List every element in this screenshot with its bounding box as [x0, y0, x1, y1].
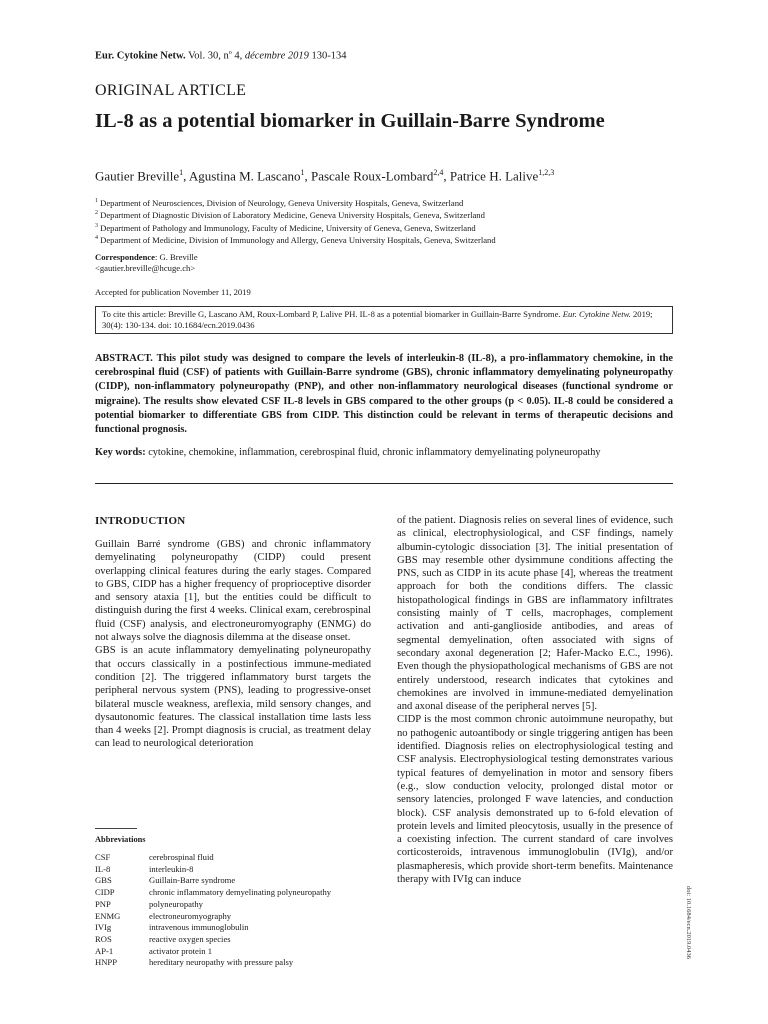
citation-doi[interactable]: 2019; 30(4): 130-134. doi: 10.1684/ecn.2019.0436 [102, 309, 653, 330]
correspondence [95, 252, 198, 274]
section-type: ORIGINAL ARTICLE [95, 82, 247, 99]
affiliation-number: 4 [95, 235, 98, 242]
journal-pages: 130-134 [308, 50, 347, 62]
abbreviation-term: HNPP [95, 957, 117, 968]
author-name: Patrice H. Lalive [449, 168, 539, 184]
affiliation-item [95, 196, 695, 208]
abbreviation-row [95, 887, 331, 899]
keywords-label: Key words: [95, 447, 146, 458]
abbreviation-term: AP-1 [95, 945, 114, 956]
citation-journal: Eur. Cytokine Netw. [562, 309, 631, 319]
vertical-doi: doi: 10.1684/ecn.2019.0436 [685, 886, 692, 959]
body-paragraph: of the patient. Diagnosis relies on several lines of evidence, such as clinical, electrophysiological, and CSF findings, namely albumin-cytologic dissociation [3]. The initial presentation of GBS may resemble other dysimmune conditions affecting the PNS, such as CIDP in its acute phase [4], whereas the treatment approach for both the conditions differs. The classic histopathological findings in GBS are inflammatory infiltrates consisting mainly of T cells, macrophages, complement activation and anti-ganglioside antibodies, and areas of segmental demyelination, often associated with signs of secondary axonal degeneration [2; Hafer-Macko E.C., 1996). Even though the physiopathological mechanisms of GBS are not entirely understood, research indicates that cytokines and chemokines are involved in immune-mediated demyelination and axonal disease of the peripheral nerves [5]. [397, 515, 673, 713]
abbreviation-row [95, 899, 331, 911]
affiliation-number: 3 [95, 222, 98, 229]
journal-name: Eur. Cytokine Netw. [95, 50, 186, 62]
keywords [95, 446, 673, 460]
abbreviation-definition: intravenous immunoglobulin [149, 922, 249, 933]
affiliation-text: Department of Neurosciences, Division of Neurology, Geneva University Hospitals, Geneva, Switzerland [100, 197, 464, 208]
abbreviation-term: IL-8 [95, 863, 111, 874]
affiliation-item [95, 221, 695, 233]
correspondence-name: : G. Breville [155, 252, 198, 262]
abbreviations-title: Abbreviations [95, 835, 146, 844]
abbreviations-list [95, 852, 331, 969]
correspondence-email[interactable]: <gautier.breville@hcuge.ch> [95, 263, 196, 273]
journal-issue-sup: o [228, 50, 232, 56]
abbreviation-definition: Guillain-Barre syndrome [149, 875, 236, 886]
article-title: IL-8 as a potential biomarker in Guillain-Barre Syndrome [95, 110, 605, 132]
abbreviation-term: PNP [95, 898, 111, 909]
abbreviation-term: ENMG [95, 910, 121, 921]
affiliation-item [95, 208, 695, 220]
body-paragraph: GBS is an acute inflammatory demyelinating polyneuropathy that occurs classically in a postinfectious immune-mediated condition [2]. The triggered inflammatory burst targets the peripheral nervous system (PNS), leading to progressive-onset bilateral muscle weakness, areflexia, mild sensory changes, and dysautonomic features. The classical installation time lasts less than 4 weeks [2]. Prompt diagnosis is crucial, as treatment delay can lead to neurological deterioration [95, 645, 371, 750]
footnote-divider [95, 828, 137, 829]
affiliation-text: Department of Diagnostic Division of Laboratory Medicine, Geneva University Hospitals, Geneva, Switzerland [100, 210, 485, 221]
introduction-heading: INTRODUCTION [95, 515, 186, 527]
abbreviation-term: CSF [95, 852, 111, 862]
abbreviation-definition: hereditary neuropathy with pressure palsy [149, 957, 294, 968]
citation-text: To cite this article: Breville G, Lascano AM, Roux-Lombard P, Lalive PH. IL-8 as a potential biomarker in Guillain-Barre Syndrome. [102, 309, 563, 319]
journal-issue: 4, [231, 50, 245, 62]
body-paragraph: CIDP is the most common chronic autoimmune neuropathy, but no pathogenic autoantibody or single triggering antigen has been identified. Diagnosis relies on electrophysiological testing and CSF analysis. Electrophysiological testing demonstrates various typical features of demyelination in motor and sensory fibers (e.g., slow conduction velocity, prolonged distal motor or sensory latencies, prolonged F wave latencies, and conduction block). CSF analysis demonstrated up to 6-fold elevation of protein levels and limited pleocytosis, usually in the presence of a coexisting infection. The current standard of care involves corticosteroids, intravenous immunoglobulin (IVIg), and/or plasmapheresis, which provide short-term benefits. Maintenance therapy with IVIg can induce [397, 714, 673, 886]
abstract: ABSTRACT. This pilot study was designed to compare the levels of interleukin-8 (IL-8), a pro-inflammatory chemokine, in the cerebrospinal fluid (CSF) of patients with Guillain-Barre syndrome (GBS), chronic inflammatory demyelinating polyneuropathy (CIDP), non-inflammatory polyneuropathy (PNP), and other non-inflammatory neurological diseases (functional syndrome or migraine). The results show elevated CSF IL-8 levels in GBS compared to the other groups (p < 0.05). IL-8 could be considered a potential biomarker to differentiate GBS from CIDP. This distinction could be relevant in terms of therapeutic decisions and functional prognosis. [95, 353, 673, 436]
affiliation-number: 1 [95, 198, 98, 204]
journal-volume: Vol. 30, n [188, 50, 229, 62]
author-affil-sup: 2,4 [433, 168, 444, 177]
author-affil-sup: 1,2,3 [538, 168, 555, 177]
abbreviation-term: ROS [95, 933, 112, 944]
section-divider [95, 483, 673, 484]
affiliation-text: Department of Medicine, Division of Immunology and Allergy, Geneva University Hospitals, Geneva, Switzerland [100, 235, 496, 246]
author-name: Agustina M. Lascano [188, 168, 301, 184]
author-name: Pascale Roux-Lombard [310, 168, 434, 184]
abbreviation-row [95, 946, 331, 958]
author-list: Gautier Breville$^1$, Agustina M. Lascano$^1$, Pascale Roux-Lombard$^{2,4}$, Patrice H. Lalive$^{1,2,3}$ [95, 168, 555, 184]
author-affil-sup: 1 [179, 168, 184, 177]
abbreviation-definition: reactive oxygen species [149, 933, 231, 944]
affiliations [95, 196, 695, 246]
author-affil-sup: 1 [300, 168, 305, 177]
citation-box [95, 306, 673, 334]
affiliation-number: 2 [95, 210, 98, 217]
author-name: Gautier Breville [95, 168, 180, 184]
abbreviation-row [95, 922, 331, 934]
journal-date: décembre 2019 [244, 50, 309, 62]
correspondence-label: Correspondence [95, 252, 155, 262]
abbreviation-definition: interleukin-8 [149, 863, 194, 874]
abbreviation-row [95, 934, 331, 946]
body-column-right [397, 514, 673, 886]
abbreviation-definition: chronic inflammatory demyelinating polyneuropathy [149, 887, 332, 898]
abbreviation-definition: cerebrospinal fluid [149, 852, 214, 862]
abbreviation-row [95, 864, 331, 876]
abbreviation-row [95, 957, 331, 969]
abbreviation-term: CIDP [95, 887, 115, 898]
body-paragraph: Guillain Barré syndrome (GBS) and chronic inflammatory demyelinating polyneuropathy (CIDP) could present overlapping clinical features during the early stages. Compared to GBS, CIDP has a higher frequency of proprioceptive disorder and sensory ataxia [1], but the entities could be difficult to distinguish during the first 4 weeks. Clinical exam, cerebrospinal fluid (CSF) analysis, and electroneuromyography (ENMG) do not always solve the diagnosis dilemma at the disease onset. [95, 539, 371, 644]
abbreviation-row [95, 852, 331, 864]
body-column-left [95, 538, 371, 751]
abbreviation-term: IVIg [95, 922, 112, 933]
keywords-text: cytokine, chemokine, inflammation, cerebrospinal fluid, chronic inflammatory demyelinating polyneuropathy [145, 447, 601, 458]
affiliation-text: Department of Pathology and Immunology, Faculty of Medicine, University of Geneva, Geneva, Switzerland [100, 222, 476, 233]
accepted-date: Accepted for publication November 11, 2019 [95, 287, 251, 297]
abbreviation-row [95, 911, 331, 923]
abbreviation-row [95, 875, 331, 887]
abbreviation-definition: polyneuropathy [149, 898, 203, 909]
journal-header [95, 50, 347, 62]
affiliation-item [95, 233, 695, 245]
abbreviation-definition: activator protein 1 [149, 945, 212, 956]
abbreviation-term: GBS [95, 875, 112, 886]
abbreviation-definition: electroneuromyography [149, 910, 232, 921]
